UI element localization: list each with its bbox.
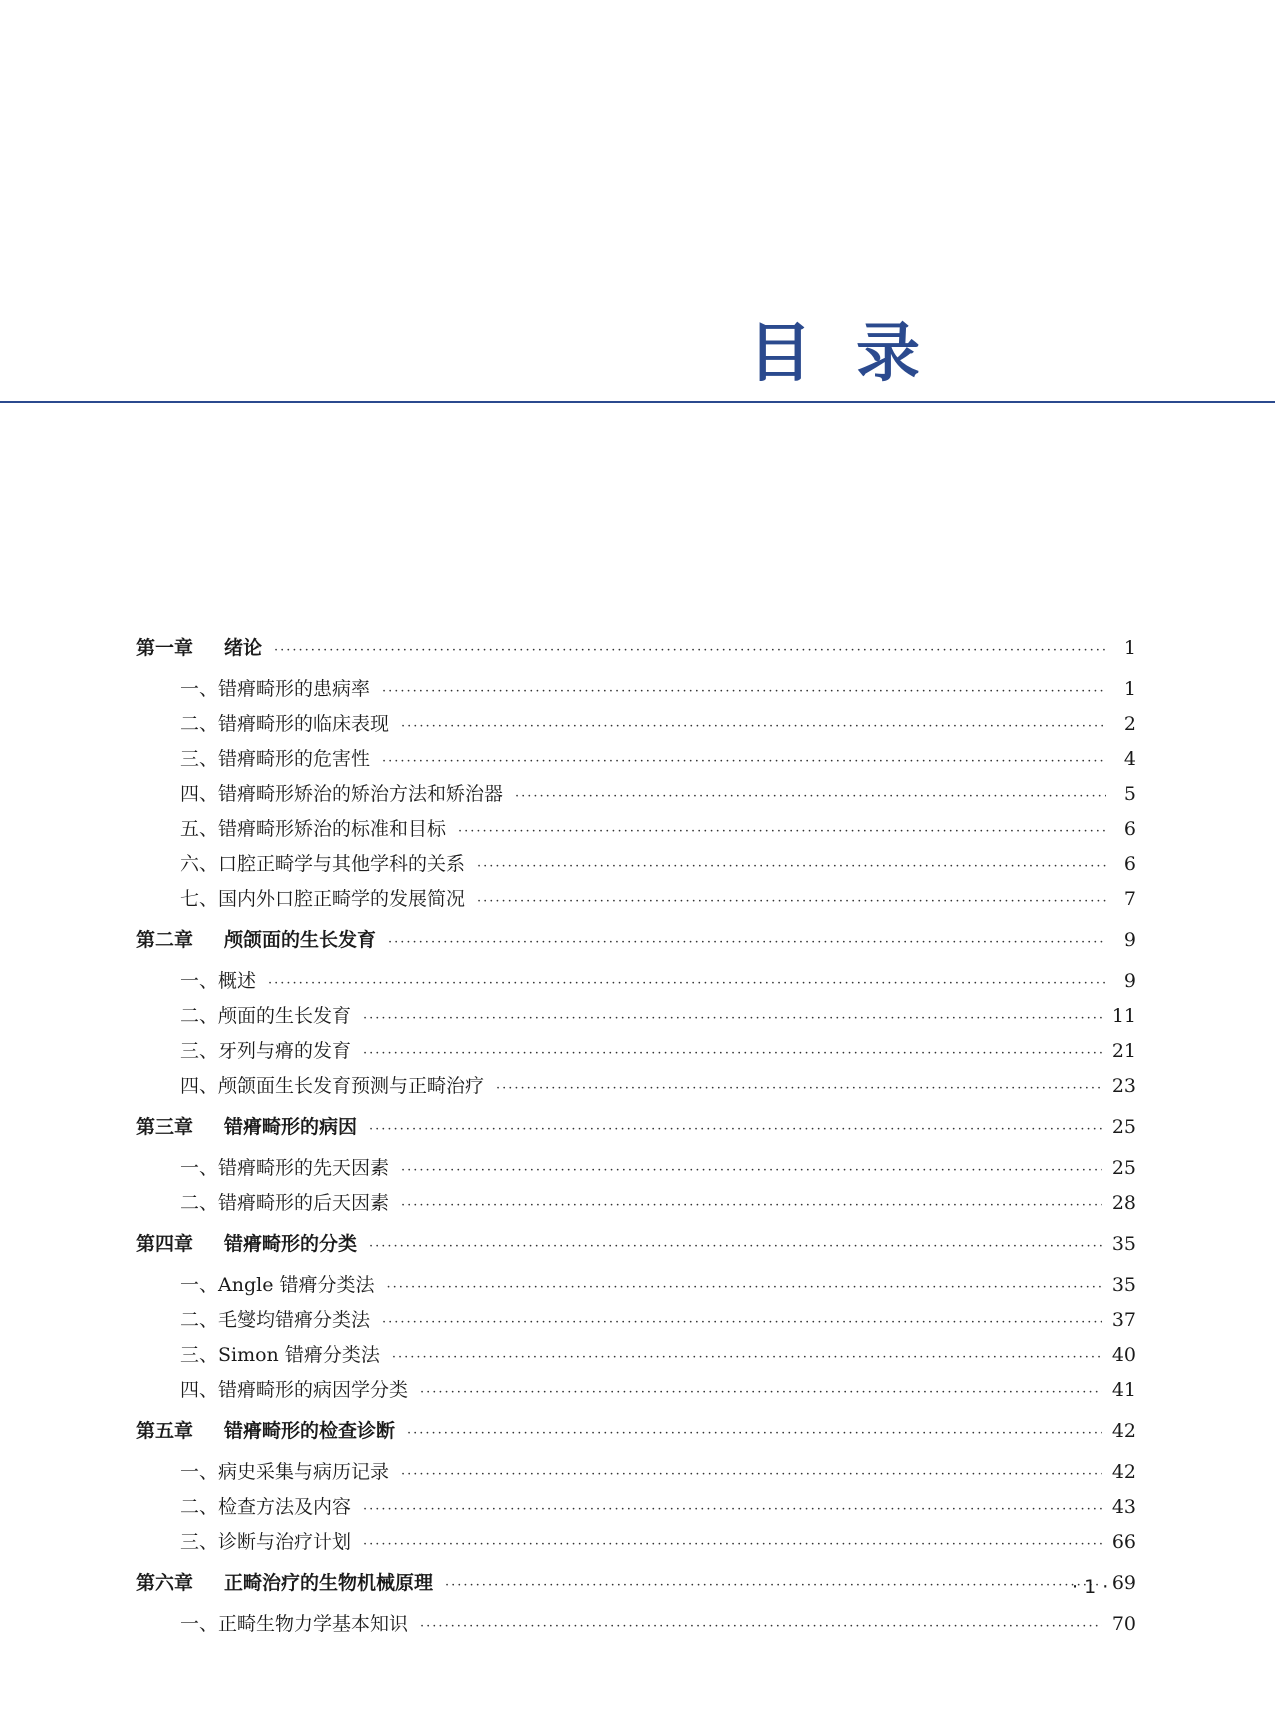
- toc-chapter-number: 第三章: [136, 1116, 194, 1138]
- toc-section-row[interactable]: [136, 1000, 1136, 1035]
- toc-chapter-number: 第五章: [136, 1420, 194, 1442]
- toc-dot-leader: [382, 675, 1106, 708]
- toc-dot-leader: [388, 926, 1106, 959]
- toc-entry-title: 一、正畸生物力学基本知识: [180, 1613, 409, 1635]
- toc-dot-leader: [369, 1113, 1102, 1146]
- toc-entry-title: 二、检查方法及内容: [180, 1496, 352, 1518]
- page-number: · 1 ·: [1072, 1576, 1109, 1598]
- toc-page-number: 41: [1111, 1379, 1136, 1401]
- toc-page-number: 35: [1111, 1233, 1136, 1255]
- toc-section-row[interactable]: [136, 673, 1136, 708]
- toc-dot-leader: [268, 967, 1106, 1000]
- toc-section-row[interactable]: [136, 1456, 1136, 1491]
- toc-section-row[interactable]: [136, 1304, 1136, 1339]
- toc-entry-title: 六、口腔正畸学与其他学科的关系: [180, 853, 466, 875]
- toc-entry-title: 一、概述: [180, 970, 257, 992]
- toc-dot-leader: [274, 634, 1106, 667]
- toc-dot-leader: [382, 1306, 1102, 1339]
- toc-dot-leader: [401, 1458, 1102, 1491]
- toc-entry-title: 绪论: [224, 637, 263, 659]
- toc-entry-title: 四、颅颌面生长发育预测与正畸治疗: [180, 1075, 485, 1097]
- toc-dot-leader: [401, 710, 1106, 743]
- toc-page-number: 25: [1111, 1116, 1136, 1138]
- toc-entry-title: 错㾶畸形的病因: [224, 1116, 358, 1138]
- toc-page-number: 21: [1111, 1040, 1136, 1062]
- toc-section-row[interactable]: [136, 708, 1136, 743]
- toc-page-number: 35: [1111, 1274, 1136, 1296]
- toc-entry-title: 三、Simon 错㾶分类法: [180, 1344, 380, 1366]
- toc-page-number: 42: [1111, 1420, 1136, 1442]
- title-char-1: 目: [748, 317, 812, 391]
- toc-dot-leader: [407, 1417, 1102, 1450]
- toc-section-row[interactable]: [136, 1152, 1136, 1187]
- toc-dot-leader: [392, 1341, 1102, 1374]
- toc-section-row[interactable]: [136, 813, 1136, 848]
- toc-section-row[interactable]: [136, 1491, 1136, 1526]
- toc-dot-leader: [445, 1569, 1102, 1602]
- toc-page-number: 7: [1123, 888, 1136, 910]
- toc-dot-leader: [477, 885, 1106, 918]
- toc-page-number: 9: [1123, 970, 1136, 992]
- toc-page-number: 66: [1111, 1531, 1136, 1553]
- toc-chapter-number: 第一章: [136, 637, 194, 659]
- toc-page-number: 69: [1111, 1572, 1136, 1594]
- toc-entry-title: 错㾶畸形的分类: [224, 1233, 358, 1255]
- toc-dot-leader: [382, 745, 1106, 778]
- toc-chapter-row[interactable]: [136, 1228, 1136, 1263]
- toc-chapter-row[interactable]: [136, 1111, 1136, 1146]
- toc-section-row[interactable]: [136, 743, 1136, 778]
- toc-chapter-row[interactable]: [136, 1415, 1136, 1450]
- toc-dot-leader: [401, 1154, 1102, 1187]
- toc-dot-leader: [420, 1610, 1102, 1643]
- toc-page-number: 1: [1123, 637, 1136, 659]
- toc-dot-leader: [363, 1037, 1102, 1070]
- page-title: [748, 318, 920, 390]
- toc-chapter-row[interactable]: [136, 1567, 1136, 1602]
- title-char-2: 录: [856, 317, 920, 391]
- toc-chapter-row[interactable]: [136, 924, 1136, 959]
- toc-section-row[interactable]: [136, 1070, 1136, 1105]
- toc-page-number: 2: [1123, 713, 1136, 735]
- toc-section-row[interactable]: [136, 965, 1136, 1000]
- toc-dot-leader: [458, 815, 1106, 848]
- toc-entry-title: 三、诊断与治疗计划: [180, 1531, 352, 1553]
- toc-section-row[interactable]: [136, 848, 1136, 883]
- toc-dot-leader: [363, 1528, 1102, 1561]
- toc-chapter-number: 第六章: [136, 1572, 194, 1594]
- toc-dot-leader: [363, 1002, 1102, 1035]
- toc-entry-title: 二、错㾶畸形的后天因素: [180, 1192, 390, 1214]
- toc-page-number: 6: [1123, 818, 1136, 840]
- toc-dot-leader: [515, 780, 1106, 813]
- toc-page-number: 6: [1123, 853, 1136, 875]
- toc-entry-title: 四、错㾶畸形矫治的矫治方法和矫治器: [180, 783, 504, 805]
- toc-section-row[interactable]: [136, 1269, 1136, 1304]
- toc-page-number: 11: [1111, 1005, 1136, 1027]
- toc-dot-leader: [401, 1189, 1102, 1222]
- toc-section-row[interactable]: [136, 1526, 1136, 1561]
- toc-page-number: 43: [1111, 1496, 1136, 1518]
- toc-entry-title: 正畸治疗的生物机械原理: [224, 1572, 434, 1594]
- toc-chapter-row[interactable]: [136, 632, 1136, 667]
- toc-entry-title: 一、错㾶畸形的先天因素: [180, 1157, 390, 1179]
- toc-entry-title: 四、错㾶畸形的病因学分类: [180, 1379, 409, 1401]
- toc-entry-title: 二、毛燮均错㾶分类法: [180, 1309, 371, 1331]
- table-of-contents: [136, 632, 1136, 1643]
- toc-entry-title: 二、错㾶畸形的临床表现: [180, 713, 390, 735]
- toc-entry-title: 一、病史采集与病历记录: [180, 1461, 390, 1483]
- toc-section-row[interactable]: [136, 1187, 1136, 1222]
- toc-entry-title: 颅颌面的生长发育: [224, 929, 377, 951]
- toc-section-row[interactable]: [136, 1374, 1136, 1409]
- toc-entry-title: 三、错㾶畸形的危害性: [180, 748, 371, 770]
- toc-dot-leader: [477, 850, 1106, 883]
- toc-entry-title: 二、颅面的生长发育: [180, 1005, 352, 1027]
- toc-chapter-number: 第二章: [136, 929, 194, 951]
- toc-dot-leader: [420, 1376, 1102, 1409]
- title-rule: [0, 401, 1275, 403]
- toc-page-number: 25: [1111, 1157, 1136, 1179]
- toc-section-row[interactable]: [136, 778, 1136, 813]
- toc-section-row[interactable]: [136, 1608, 1136, 1643]
- toc-entry-title: 一、错㾶畸形的患病率: [180, 678, 371, 700]
- toc-page-number: 70: [1111, 1613, 1136, 1635]
- toc-page-number: 9: [1123, 929, 1136, 951]
- toc-dot-leader: [363, 1493, 1102, 1526]
- toc-page-number: 40: [1111, 1344, 1136, 1366]
- toc-dot-leader: [369, 1230, 1102, 1263]
- toc-chapter-number: 第四章: [136, 1233, 194, 1255]
- toc-page-number: 5: [1123, 783, 1136, 805]
- toc-dot-leader: [496, 1072, 1102, 1105]
- toc-entry-title: 错㾶畸形的检查诊断: [224, 1420, 396, 1442]
- toc-section-row[interactable]: [136, 1035, 1136, 1070]
- toc-section-row[interactable]: [136, 1339, 1136, 1374]
- toc-page-number: 42: [1111, 1461, 1136, 1483]
- toc-page-number: 23: [1111, 1075, 1136, 1097]
- toc-entry-title: 一、Angle 错㾶分类法: [180, 1274, 375, 1296]
- toc-page-number: 1: [1123, 678, 1136, 700]
- toc-entry-title: 七、国内外口腔正畸学的发展简况: [180, 888, 466, 910]
- toc-section-row[interactable]: [136, 883, 1136, 918]
- toc-page-number: 28: [1111, 1192, 1136, 1214]
- toc-entry-title: 五、错㾶畸形矫治的标准和目标: [180, 818, 447, 840]
- toc-dot-leader: [386, 1271, 1101, 1304]
- toc-page-number: 37: [1111, 1309, 1136, 1331]
- toc-page-number: 4: [1123, 748, 1136, 770]
- toc-entry-title: 三、牙列与㾶的发育: [180, 1040, 352, 1062]
